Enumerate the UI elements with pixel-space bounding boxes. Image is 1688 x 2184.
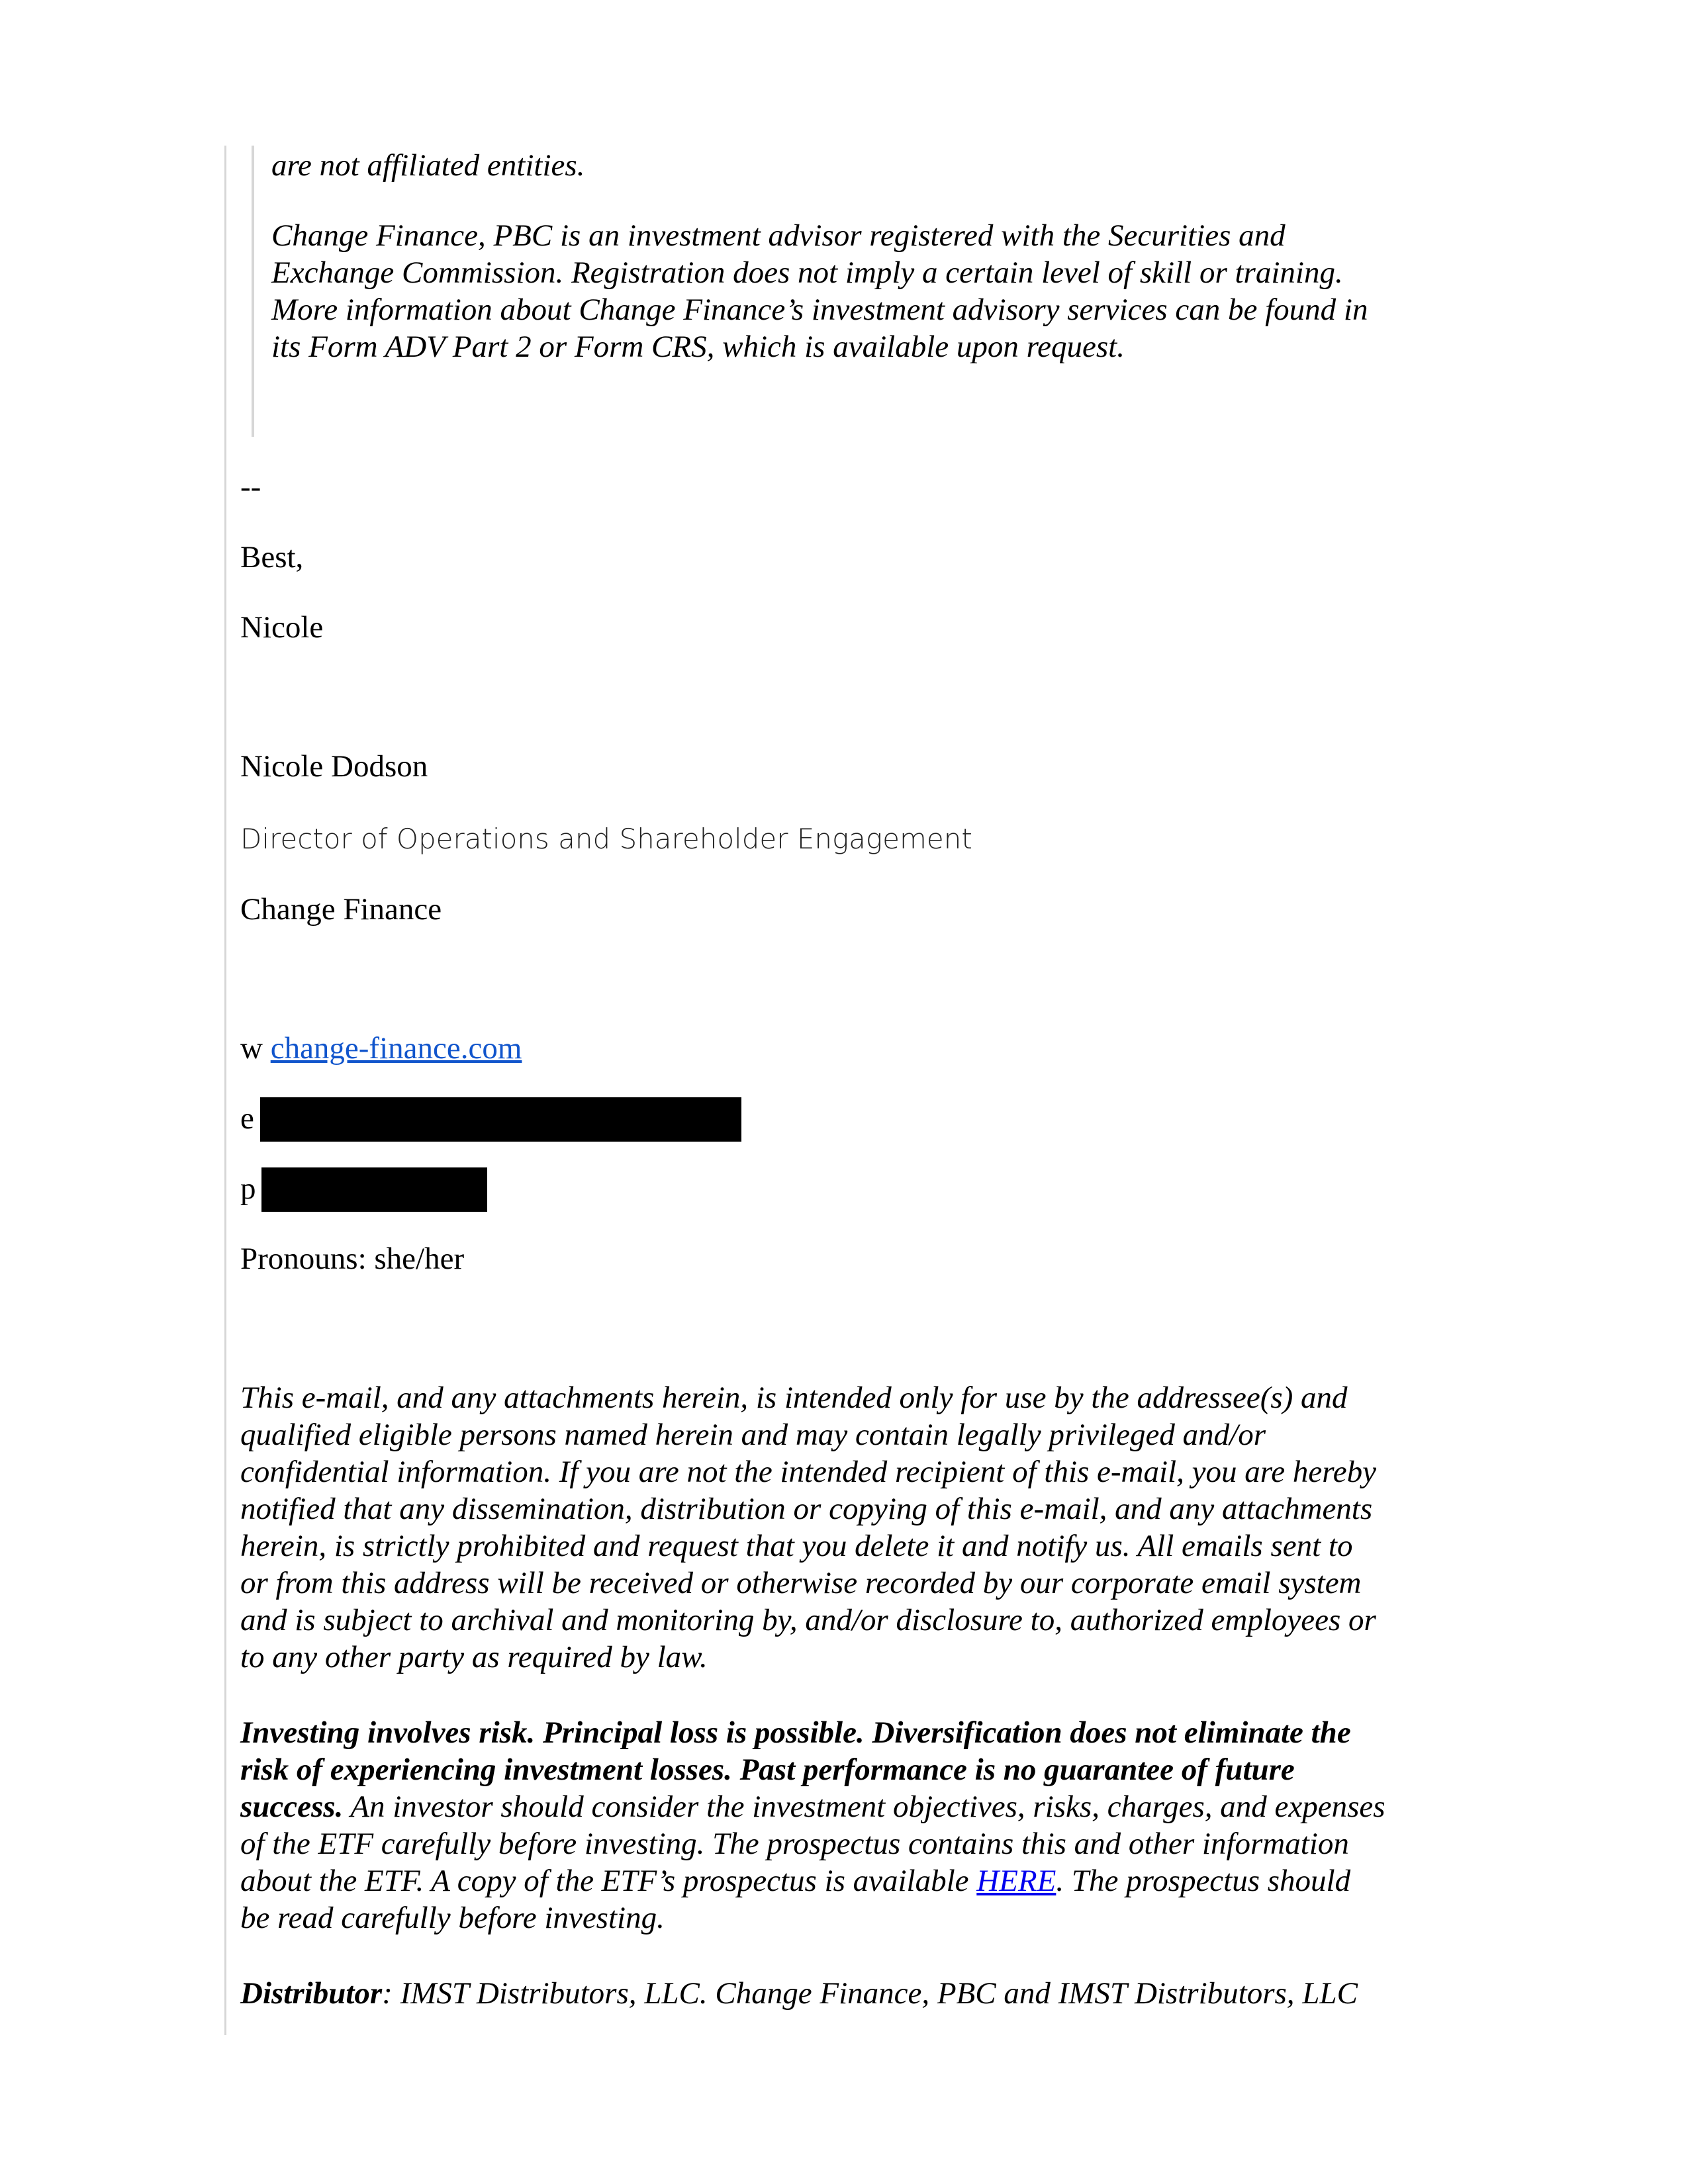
distributor-label: Distributor <box>240 1976 383 2011</box>
risk-bold-line: risk of experiencing investment losses. Past performance is no guarantee of future <box>240 1752 1295 1787</box>
phone-prefix: p <box>240 1171 256 1206</box>
quoted-line: are not affiliated entities. <box>271 148 585 183</box>
website-link[interactable]: change-finance.com <box>270 1031 522 1066</box>
risk-line: An investor should consider the investment objectives, risks, charges, and expenses <box>343 1790 1385 1824</box>
risk-line: be read carefully before investing. <box>240 1901 665 1935</box>
confidentiality-line: and is subject to archival and monitoring by, and/or disclosure to, authorized employees or <box>240 1603 1376 1637</box>
signature-first-name: Nicole <box>240 610 324 645</box>
confidentiality-line: herein, is strictly prohibited and request that you delete it and notify us. All emails sent to <box>240 1529 1353 1563</box>
distributor-line <box>240 1975 1472 2012</box>
confidentiality-line: confidential information. If you are not the intended recipient of this e-mail, you are hereby <box>240 1455 1377 1489</box>
confidentiality-line: to any other party as required by law. <box>240 1640 708 1674</box>
adv-disclosure-line: More information about Change Finance’s investment advisory services can be found in <box>271 293 1368 327</box>
confidentiality-line: qualified eligible persons named herein and may contain legally privileged and/or <box>240 1418 1266 1452</box>
quote-border-inner <box>252 146 254 437</box>
risk-bold-line: success. <box>240 1790 344 1824</box>
signature-full-name: Nicole Dodson <box>240 749 428 784</box>
website-row <box>240 1030 522 1067</box>
confidentiality-notice <box>240 1379 1472 1676</box>
risk-disclosure <box>240 1714 1472 1936</box>
email-prefix: e <box>240 1101 254 1136</box>
signature-separator: -- <box>240 470 261 504</box>
prospectus-link[interactable]: HERE <box>976 1864 1056 1898</box>
email-redaction <box>260 1097 741 1142</box>
website-prefix: w <box>240 1031 263 1066</box>
risk-bold-line: Investing involves risk. Principal loss is possible. Diversification does not eliminate the <box>240 1715 1351 1750</box>
risk-line: of the ETF carefully before investing. The prospectus contains this and other information <box>240 1827 1349 1861</box>
adv-disclosure-line: Change Finance, PBC is an investment advisor registered with the Securities and <box>271 218 1286 253</box>
risk-line: about the ETF. A copy of the ETF’s prospectus is available <box>240 1864 977 1898</box>
signature-company: Change Finance <box>240 892 442 927</box>
adv-disclosure-line: Exchange Commission. Registration does not imply a certain level of skill or training. <box>271 255 1343 290</box>
confidentiality-line: or from this address will be received or otherwise recorded by our corporate email system <box>240 1566 1362 1600</box>
signature-closing: Best, <box>240 540 304 574</box>
signature-pronouns: Pronouns: she/her <box>240 1242 465 1276</box>
phone-redaction <box>261 1167 487 1212</box>
risk-line: . The prospectus should <box>1056 1864 1351 1898</box>
adv-disclosure-line: its Form ADV Part 2 or Form CRS, which is available upon request. <box>271 330 1125 364</box>
confidentiality-line: notified that any dissemination, distribution or copying of this e-mail, and any attachments <box>240 1492 1373 1526</box>
confidentiality-line: This e-mail, and any attachments herein, is intended only for use by the addressee(s) and <box>240 1381 1348 1415</box>
signature-title: Director of Operations and Shareholder Engagement <box>240 823 972 855</box>
distributor-text: : IMST Distributors, LLC. Change Finance, PBC and IMST Distributors, LLC <box>382 1976 1358 2011</box>
quote-border-outer <box>224 146 226 2035</box>
